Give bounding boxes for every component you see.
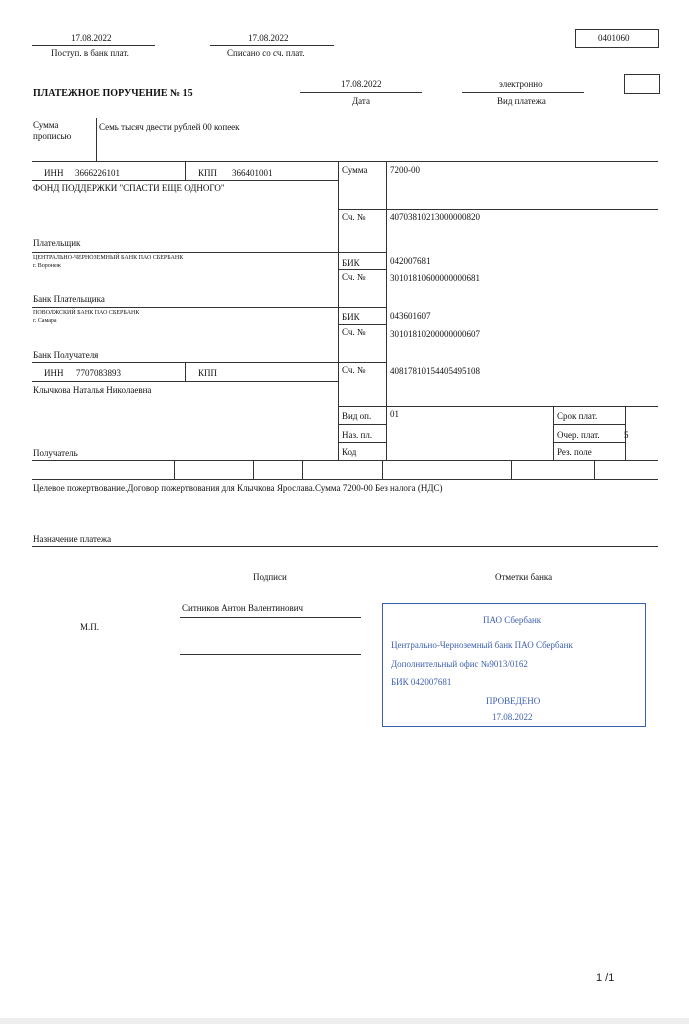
payee-inn-label: ИНН: [44, 368, 64, 378]
payee-acc-label: Сч. №: [342, 365, 366, 375]
amount-words-divider: [96, 118, 97, 161]
payee-label: Получатель: [33, 448, 78, 458]
document-title: ПЛАТЕЖНОЕ ПОРУЧЕНИЕ № 15: [33, 88, 193, 99]
purpose-text: Целевое пожертвование.Договор пожертвования для Клычкова Ярослава.Сумма 7200-00 Без налога (НДС): [33, 483, 443, 493]
payment-type: электронно: [499, 79, 543, 89]
line-payment-type: [462, 92, 584, 93]
purpose-code-label: Наз. пл.: [342, 430, 373, 440]
date-received: 17.08.2022: [71, 33, 112, 43]
label-received: Поступ. в банк плат.: [51, 48, 129, 58]
payer-sum: 7200-00: [390, 165, 420, 175]
payer-inn: 3666226101: [75, 168, 120, 178]
stamp-bik: БИК 042007681: [391, 677, 452, 687]
payee-bank-name: ПОВОЛЖСКИЙ БАНК ПАО СБЕРБАНК: [33, 310, 140, 316]
payer-bank-acc-label: Сч. №: [342, 272, 366, 282]
code-label: Код: [342, 447, 357, 457]
amount-words-value: Семь тысяч двести рублей 00 копеек: [99, 122, 240, 132]
stamp-branch: Центрально-Черноземный банк ПАО Сбербанк: [391, 640, 573, 650]
line-payer-bik: [338, 269, 386, 270]
empty-box: [624, 74, 660, 94]
line-due: [553, 424, 625, 425]
payee-account: 40817810154405495108: [390, 366, 480, 376]
payee-inn-divider: [185, 362, 186, 381]
signer-name: Ситников Антон Валентинович: [182, 603, 304, 613]
payee-name: Клычкова Наталья Николаевна: [33, 385, 152, 395]
payee-bank-acc-label: Сч. №: [342, 327, 366, 337]
line-op-type: [338, 424, 386, 425]
stamp-office: Дополнительный офис №9013/0162: [391, 659, 528, 669]
col-divider-right-a: [553, 406, 554, 460]
line-sum-bottom: [338, 209, 386, 210]
line-payee-inn: [32, 381, 338, 382]
line-payee-bik: [338, 324, 386, 325]
signatures-label: Подписи: [253, 572, 287, 582]
order-date: 17.08.2022: [341, 79, 382, 89]
line-payer-bottom: [32, 252, 386, 253]
payee-bik: 043601607: [390, 311, 431, 321]
mp-label: М.П.: [80, 622, 100, 632]
payer-bik-label: БИК: [342, 258, 360, 268]
payer-bank-account: 30101810600000000681: [390, 273, 480, 283]
line-payee-bank-bottom: [32, 362, 386, 363]
tax-divider-6: [594, 460, 595, 479]
stamp-date: 17.08.2022: [492, 712, 533, 722]
payer-bank-name: ЦЕНТРАЛЬНО-ЧЕРНОЗЕМНЫЙ БАНК ПАО СБЕРБАНК: [33, 255, 184, 261]
line-payer-inn: [32, 180, 338, 181]
tax-divider-2: [253, 460, 254, 479]
payee-bik-label: БИК: [342, 312, 360, 322]
payer-inn-divider: [185, 161, 186, 180]
stamp-bank: ПАО Сбербанк: [483, 615, 542, 625]
payer-kpp: 366401001: [232, 168, 273, 178]
payee-bank-account: 30101810200000000607: [390, 329, 480, 339]
payer-account: 40703810213000000820: [390, 212, 480, 222]
col-divider-left: [338, 161, 339, 460]
op-type-label: Вид оп.: [342, 411, 372, 421]
bank-marks-label: Отметки банка: [495, 572, 553, 582]
payment-type-label: Вид платежа: [497, 96, 546, 106]
tax-divider-5: [511, 460, 512, 479]
line-tax-top: [32, 460, 658, 461]
bottom-strip: [0, 1018, 689, 1024]
payer-name: ФОНД ПОДДЕРЖКИ "СПАСТИ ЕЩЕ ОДНОГО": [33, 183, 225, 193]
line-payer-bank-bottom: [32, 307, 386, 308]
col-divider-mid: [386, 161, 387, 460]
stamp-status: ПРОВЕДЕНО: [486, 696, 541, 706]
payee-bank-city: г. Самара: [33, 318, 57, 324]
date-debited: 17.08.2022: [248, 33, 289, 43]
payee-inn: 7707083893: [76, 368, 121, 378]
payer-inn-label: ИНН: [44, 168, 64, 178]
line-codes-top: [338, 406, 658, 407]
line-order-date: [300, 92, 422, 93]
line-received: [32, 45, 155, 46]
reserve-label: Рез. поле: [557, 447, 592, 457]
tax-divider-4: [382, 460, 383, 479]
order-date-label: Дата: [352, 96, 370, 106]
line-priority: [553, 442, 625, 443]
line-purpose-code: [338, 442, 386, 443]
bank-stamp: [382, 603, 646, 727]
payee-bank-label: Банк Получателя: [33, 350, 99, 360]
amount-words-label: Сумма прописью: [33, 120, 72, 141]
line-tax-bottom: [32, 479, 658, 480]
op-type: 01: [390, 409, 399, 419]
line-purpose-bottom: [32, 546, 658, 547]
tax-divider-3: [302, 460, 303, 479]
payer-sum-label: Сумма: [342, 165, 368, 175]
payee-kpp-label: КПП: [198, 368, 218, 378]
signature-line-2: [180, 654, 361, 655]
form-code: 0401060: [598, 33, 630, 43]
payer-bik: 042007681: [390, 256, 431, 266]
label-debited: Списано со сч. плат.: [227, 48, 305, 58]
payer-kpp-label: КПП: [198, 168, 218, 178]
payer-bank-city: г. Воронеж: [33, 263, 61, 269]
due-label: Срок плат.: [557, 411, 598, 421]
line-sum-right: [386, 209, 658, 210]
priority-label: Очер. плат.: [557, 430, 600, 440]
tax-divider-1: [174, 460, 175, 479]
payer-label: Плательщик: [33, 238, 81, 248]
line-debited: [210, 45, 334, 46]
line-amount-bottom: [32, 161, 658, 162]
payer-bank-label: Банк Плательщика: [33, 294, 105, 304]
page-indicator: 1 /1: [596, 972, 615, 984]
purpose-label: Назначение платежа: [33, 534, 112, 544]
signature-line-1: [180, 617, 361, 618]
payer-acc-label: Сч. №: [342, 212, 366, 222]
priority-value: 5: [624, 430, 629, 440]
